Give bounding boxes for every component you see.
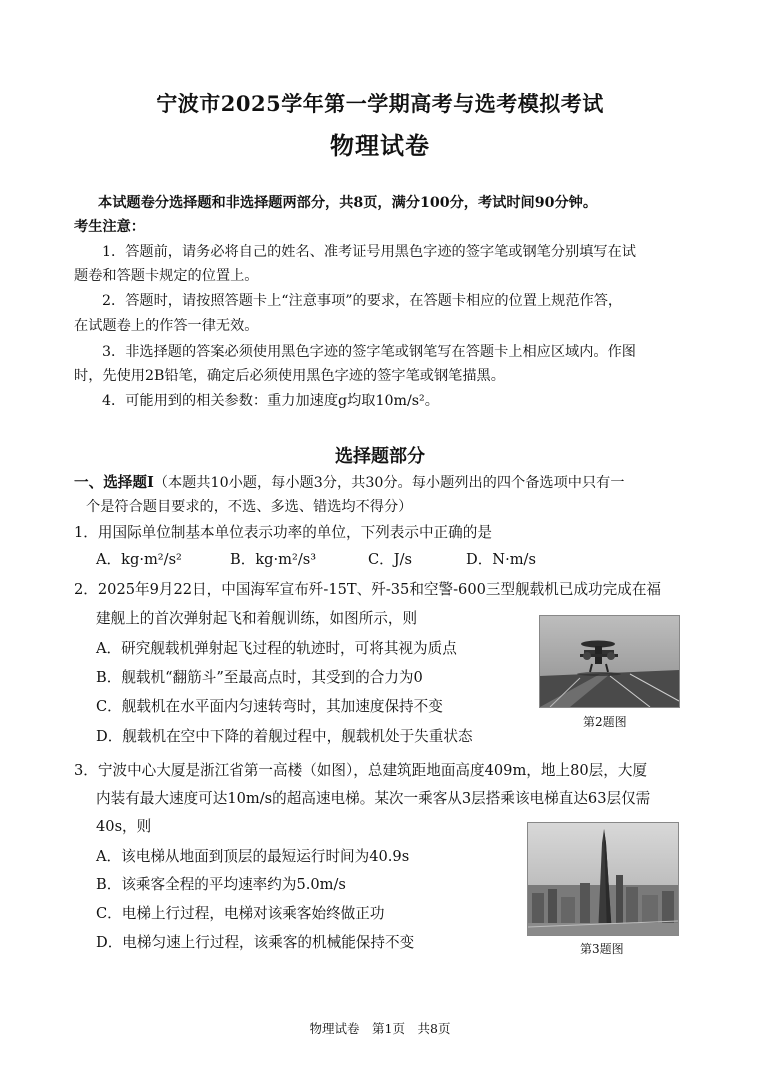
q2-option-a: A．研究舰载机弹射起飞过程的轨迹时，可将其视为质点: [96, 640, 457, 657]
q3-stem-line-2: 内装有最大速度可达10m/s的超高速电梯。某次一乘客从3层搭乘该电梯直达63层仅需: [96, 790, 651, 807]
exam-subtitle: 物理试卷: [330, 131, 430, 160]
q1-stem: 1．用国际单位制基本单位表示功率的单位，下列表示中正确的是: [74, 524, 492, 541]
notice-heading: 考生注意：: [74, 219, 145, 235]
notice-1-line-1: 1．答题前，请务必将自己的姓名、准考证号用黑色字迹的签字笔或钢笔分别填写在试: [102, 244, 636, 260]
q3-stem-line-3: 40s，则: [96, 818, 152, 835]
q3-option-d: D．电梯匀速上行过程，该乘客的机械能保持不变: [96, 934, 415, 951]
q3-option-b: B．该乘客全程的平均速率约为5.0m/s: [96, 876, 346, 893]
q1-option-a: A．kg·m²/s²: [96, 551, 182, 568]
q2-figure-caption: 第2题图: [583, 715, 627, 729]
notice-1-line-2: 题卷和答题卡规定的位置上。: [74, 268, 259, 284]
part1-desc-line-1: （本题共10小题，每小题3分，共30分。每小题列出的四个备选项中只有一: [153, 475, 625, 491]
notice-2-line-2: 在试题卷上的作答一律无效。: [74, 318, 259, 334]
q2-stem-line-2: 建舰上的首次弹射起飞和着舰训练，如图所示，则: [96, 610, 418, 627]
q1-option-b: B．kg·m²/s³: [230, 551, 317, 568]
q3-option-c: C．电梯上行过程，电梯对该乘客始终做正功: [96, 905, 385, 922]
q2-option-c: C．舰载机在水平面内匀速转弯时，其加速度保持不变: [96, 698, 443, 715]
q1-option-d: D．N·m/s: [466, 551, 536, 568]
page-footer: 物理试卷 第1页 共8页: [309, 1021, 451, 1036]
q2-option-b: B．舰载机“翻筋斗”至最高点时，其受到的合力为0: [96, 669, 423, 686]
exam-title: 宁波市2025学年第一学期高考与选考模拟考试: [156, 91, 604, 116]
part1-desc-line-2: 个是符合题目要求的，不选、多选、错选均不得分）: [86, 499, 413, 515]
notice-3-line-2: 时，先使用2B铅笔，确定后必须使用黑色字迹的签字笔或钢笔描黑。: [74, 368, 505, 384]
q3-stem-line-1: 3．宁波中心大厦是浙江省第一高楼（如图），总建筑距地面高度409m，地上80层，大厦: [74, 762, 648, 779]
part1-label: 一、选择题Ⅰ: [74, 474, 154, 491]
intro-text: 本试题卷分选择题和非选择题两部分，共8页，满分100分，考试时间90分钟。: [98, 195, 598, 211]
q2-stem-line-1: 2．2025年9月22日，中国海军宣布歼-15T、歼-35和空警-600三型舰载机已成功完成在福: [74, 581, 662, 598]
q1-option-c: C．J/s: [368, 551, 413, 568]
notice-4: 4．可能用到的相关参数：重力加速度g均取10m/s²。: [102, 393, 439, 409]
carrier-aircraft-photo: [539, 615, 680, 708]
q3-figure-caption: 第3题图: [580, 942, 624, 956]
ningbo-tower-photo: [527, 822, 679, 936]
q2-option-d: D．舰载机在空中下降的着舰过程中，舰载机处于失重状态: [96, 728, 473, 745]
notice-3-line-1: 3．非选择题的答案必须使用黑色字迹的签字笔或钢笔写在答题卡上相应区域内。作图: [102, 344, 636, 360]
section-title: 选择题部分: [335, 446, 425, 467]
notice-2-line-1: 2．答题时，请按照答题卡上“注意事项”的要求，在答题卡相应的位置上规范作答，: [102, 293, 623, 309]
part1-header: [74, 473, 625, 493]
q3-option-a: A．该电梯从地面到顶层的最短运行时间为40.9s: [96, 848, 410, 865]
